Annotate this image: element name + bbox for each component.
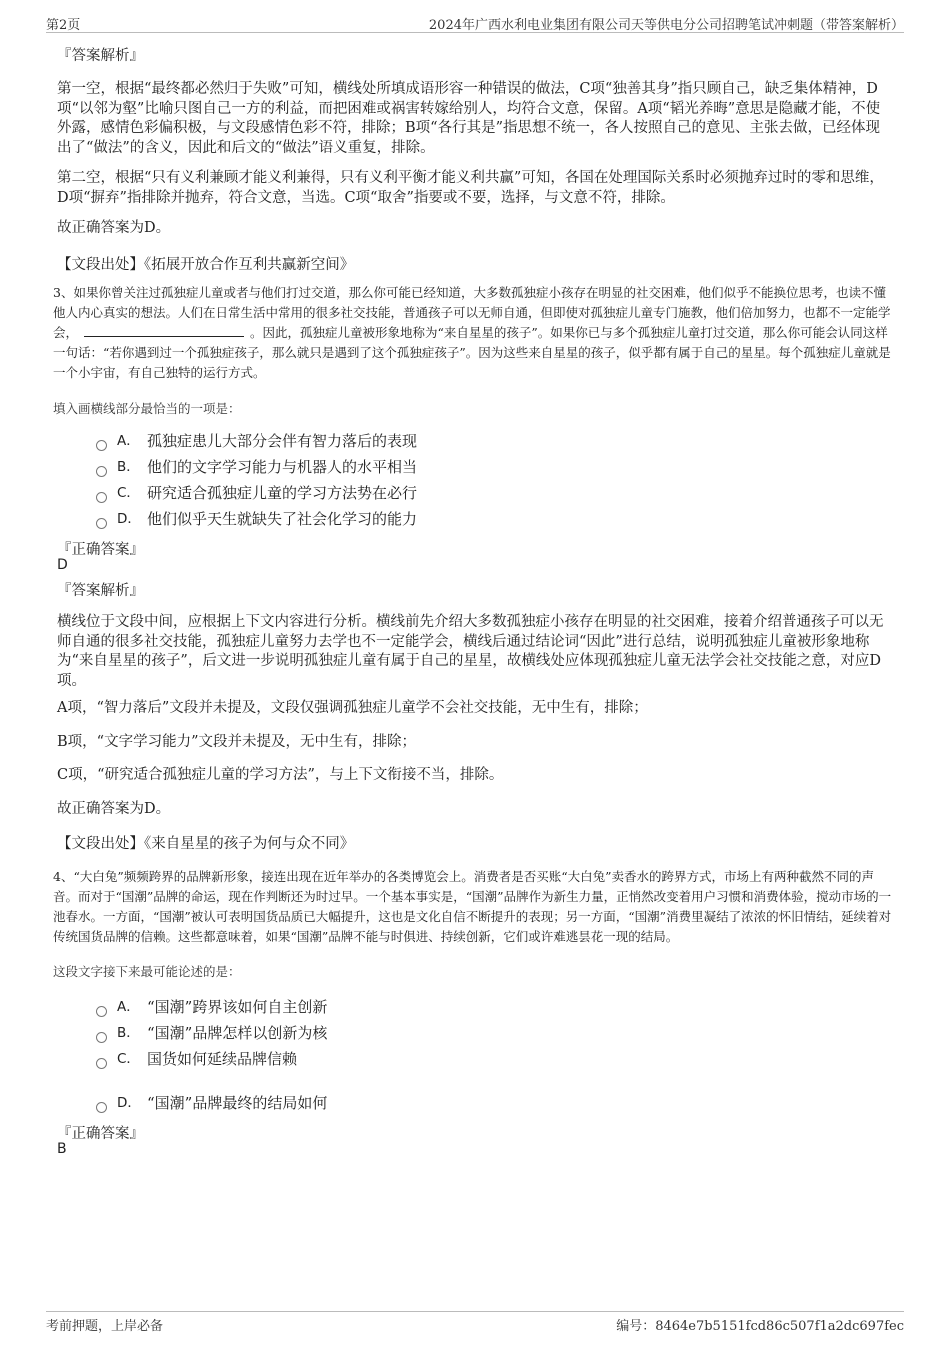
option-b[interactable] — [96, 1022, 327, 1044]
option-letter: D． — [117, 511, 141, 527]
radio-button[interactable] — [96, 440, 107, 451]
question-prompt: 填入画横线部分最恰当的一项是： — [53, 401, 241, 416]
option-letter: C． — [117, 485, 140, 501]
page-header — [46, 12, 904, 33]
radio-button[interactable] — [96, 1058, 107, 1069]
analysis-paragraph: 横线位于文段中间，应根据上下文内容进行分析。横线前先介绍大多数孤独症小孩存在明显的社交困难，接着介绍普通孩子可以无师自通的很多社交技能，孤独症儿童努力去学也不一定能学会，横线后通过结论词“因此”进行总结，说明孤独症儿童被形象地称为“来自星星的孩子”，后文进一步说明孤独症儿童有属于自己的星星，故横线处应体现孤独症儿童无法学会社交技能之意，对应D项。 — [57, 614, 884, 689]
page-number: 第2页 — [46, 18, 81, 33]
fill-blank-line — [84, 324, 244, 337]
radio-button[interactable] — [96, 1102, 107, 1113]
analysis-option-b: B项，“文字学习能力”文段并未提及，无中生有，排除； — [57, 734, 416, 750]
option-text: “国潮”品牌最终的结局如何 — [147, 1094, 328, 1112]
question-stem — [53, 283, 898, 383]
source-citation: 【文段出处】《拓展开放合作互利共赢新空间》 — [57, 257, 355, 273]
page-footer — [46, 1311, 904, 1334]
correct-answer: D — [57, 557, 68, 573]
option-letter: B． — [117, 459, 140, 475]
option-letter: B． — [117, 1025, 140, 1041]
question-text: 。因此，孤独症儿童被形象地称为“来自星星的孩子”。如果你已与多个孤独症儿童打过交道，那么你可能会认同这样一句话：“若你遇到过一个孤独症孩子，那么就只是遇到了这个孤独症孩子”。因为这些来自星星的孩子，似乎都有属于自己的星星。每个孤独症儿童就是一个小宇宙，有自己独特的运行方式。 — [53, 325, 891, 380]
option-text: 国货如何延续品牌信赖 — [147, 1050, 298, 1068]
analysis-option-a: A项，“智力落后”文段并未提及，文段仅强调孤独症儿童学不会社交技能，无中生有，排除； — [57, 700, 648, 716]
option-a[interactable] — [96, 996, 327, 1018]
question-stem: 4、“大白兔”频频跨界的品牌新形象，接连出现在近年举办的各类博览会上。消费者是否买账“大白兔”卖香水的跨界方式，市场上有两种截然不同的声音。而对于“国潮”品牌的命运，现在作判断还为时过早。一个基本事实是，“国潮”品牌作为新生力量，正悄然改变着用户习惯和消费体验，搅动市场的一池春水。一方面，“国潮”被认可表明国货品质已大幅提升，这也是文化自信不断提升的表现；另一方面，“国潮”消费里凝结了浓浓的怀旧情结，延续着对传统国货品牌的信赖。这些都意味着，如果“国潮”品牌不能与时俱进、持续创新，它们或许难逃昙花一现的结局。 — [53, 869, 892, 944]
analysis-heading: 『答案解析』 — [57, 48, 144, 64]
radio-button[interactable] — [96, 518, 107, 529]
option-text: 研究适合孤独症儿童的学习方法势在必行 — [147, 484, 418, 502]
option-letter: A． — [117, 999, 140, 1015]
option-d[interactable] — [96, 1092, 327, 1114]
option-d[interactable] — [96, 508, 417, 530]
question-prompt: 这段文字接下来最可能论述的是： — [53, 964, 241, 979]
analysis-conclusion: 故正确答案为D。 — [57, 220, 171, 236]
document-title: 2024年广西水利电业集团有限公司天等供电分公司招聘笔试冲刺题（带答案解析） — [428, 18, 904, 33]
correct-answer: B — [57, 1141, 67, 1157]
option-c[interactable] — [96, 1048, 297, 1070]
radio-button[interactable] — [96, 466, 107, 477]
option-letter: A． — [117, 433, 140, 449]
footer-slogan: 考前押题，上岸必备 — [46, 1319, 164, 1334]
option-text: “国潮”品牌怎样以创新为核 — [147, 1024, 328, 1042]
radio-button[interactable] — [96, 1032, 107, 1043]
document-id: 编号：8464e7b5151fcd86c507f1a2dc697fec — [616, 1319, 904, 1334]
analysis-option-c: C项，“研究适合孤独症儿童的学习方法”，与上下文衔接不当，排除。 — [57, 767, 504, 783]
option-letter: C． — [117, 1051, 140, 1067]
option-c[interactable] — [96, 482, 417, 504]
option-text: “国潮”跨界该如何自主创新 — [147, 998, 328, 1016]
correct-answer-heading: 『正确答案』 — [57, 542, 144, 558]
option-a[interactable] — [96, 430, 417, 452]
option-text: 孤独症患儿大部分会伴有智力落后的表现 — [147, 432, 418, 450]
analysis-heading: 『答案解析』 — [57, 583, 144, 599]
radio-button[interactable] — [96, 492, 107, 503]
correct-answer-heading: 『正确答案』 — [57, 1126, 144, 1142]
radio-button[interactable] — [96, 1006, 107, 1017]
analysis-paragraph: 第一空，根据“最终都必然归于失败”可知，横线处所填成语形容一种错误的做法，C项“独善其身”指只顾自己，缺乏集体精神，D项“以邻为壑”比喻只图自己一方的利益，而把困难或祸害转嫁给别人，均符合文意，保留。A项“韬光养晦”意思是隐藏才能，不使外露，感情色彩偏积极，与文段感情色彩不符，排除；B项“各行其是”指思想不统一，各人按照自己的意见、主张去做，已经体现出了“做法”的含义，因此和后文的“做法”语义重复，排除。 — [57, 81, 881, 156]
option-letter: D． — [117, 1095, 141, 1111]
question-text: 3、如果你曾关注过孤独症儿童或者与他们打过交道，那么你可能已经知道，大多数孤独症小孩存在明显的社交困难，他们似乎不能换位思考，也读不懂他人内心真实的想法。人们在日常生活中常用的很多社交技能，普通孩子可以无师自通，但即使对孤独症儿童专门施教，他们倍加努力，也都不一定能学会， — [53, 285, 891, 340]
source-citation: 【文段出处】《来自星星的孩子为何与众不同》 — [57, 836, 355, 852]
option-text: 他们似乎天生就缺失了社会化学习的能力 — [147, 510, 418, 528]
analysis-conclusion: 故正确答案为D。 — [57, 801, 171, 817]
analysis-paragraph: 第二空，根据“只有义利兼顾才能义利兼得，只有义利平衡才能义利共赢”可知，各国在处理国际关系时必须抛弃过时的零和思维，D项“摒弃”指排除并抛弃，符合文意，当选。C项“取舍”指要或不要，选择，与文意不符，排除。 — [57, 170, 884, 206]
option-b[interactable] — [96, 456, 417, 478]
option-text: 他们的文字学习能力与机器人的水平相当 — [147, 458, 418, 476]
